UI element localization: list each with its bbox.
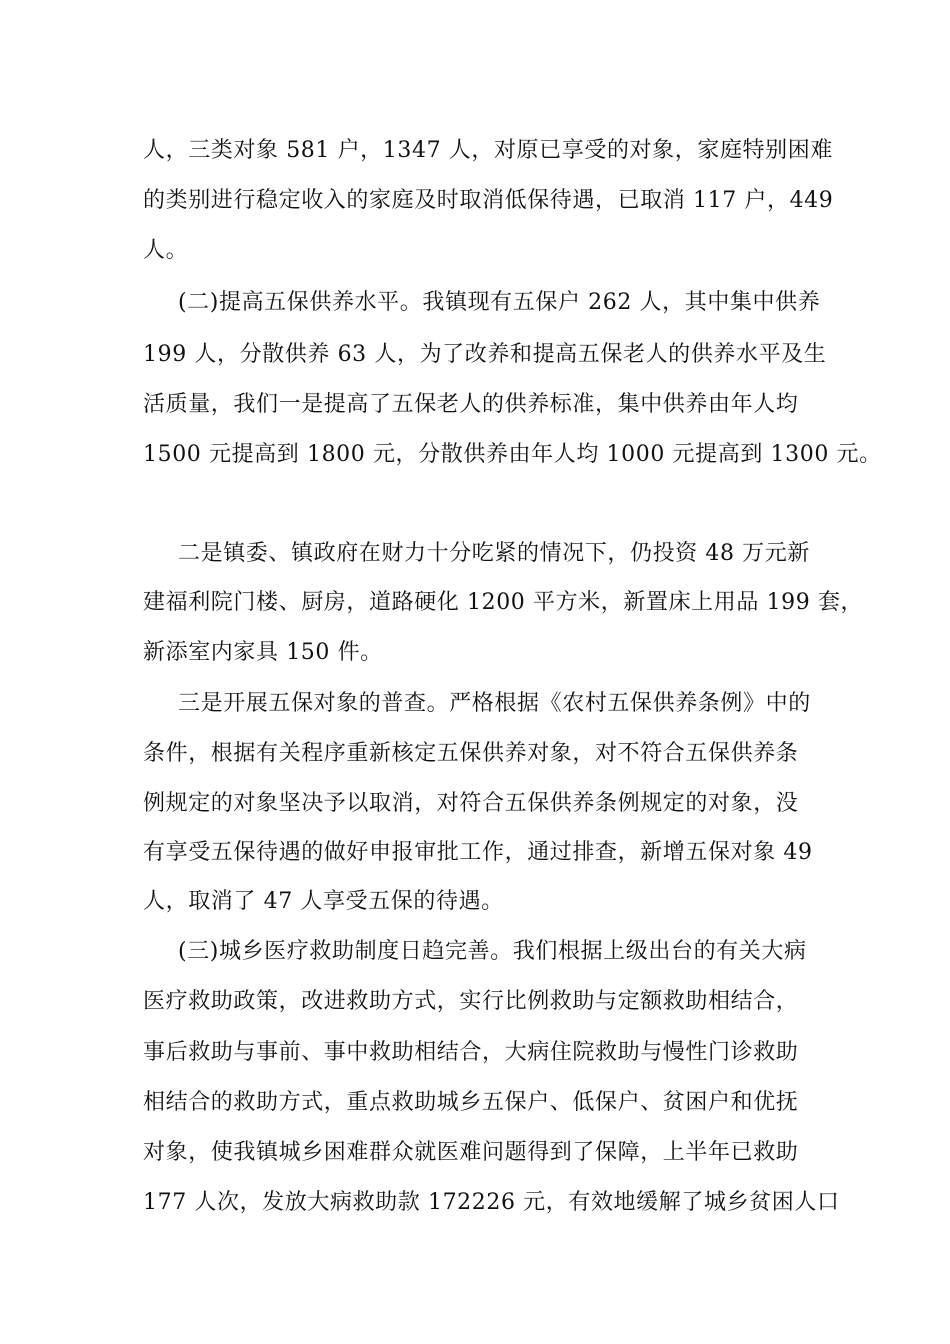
text-line: 事后救助与事前、事中救助相结合，大病住院救助与慢性门诊救助 bbox=[143, 1040, 799, 1065]
text-line: 有享受五保待遇的做好申报审批工作，通过排查，新增五保对象 49 bbox=[143, 840, 813, 865]
text-line: 人，三类对象 581 户，1347 人，对原已享受的对象，家庭特别困难 bbox=[143, 138, 833, 163]
text-line: 例规定的对象坚决予以取消，对符合五保供养条例规定的对象，没 bbox=[143, 791, 799, 816]
text-line: (三)城乡医疗救助制度日趋完善。我们根据上级出台的有关大病 bbox=[178, 939, 807, 964]
text-line: 的类别进行稳定收入的家庭及时取消低保待遇，已取消 117 户，449 bbox=[143, 188, 834, 213]
text-line: (二)提高五保供养水平。我镇现有五保户 262 人，其中集中供养 bbox=[178, 290, 821, 315]
text-line: 人，取消了 47 人享受五保的待遇。 bbox=[143, 889, 504, 914]
text-line: 新添室内家具 150 件。 bbox=[143, 640, 383, 665]
text-line: 相结合的救助方式，重点救助城乡五保户、低保户、贫困户和优抚 bbox=[143, 1090, 799, 1115]
text-line: 条件，根据有关程序重新核定五保供养对象，对不符合五保供养条 bbox=[143, 741, 799, 766]
text-line: 1500 元提高到 1800 元，分散供养由年人均 1000 元提高到 1300 元。 bbox=[143, 442, 882, 467]
text-line: 建福利院门楼、厨房，道路硬化 1200 平方米，新置床上用品 199 套， bbox=[143, 590, 864, 615]
text-line: 三是开展五保对象的普查。严格根据《农村五保供养条例》中的 bbox=[178, 691, 811, 716]
text-line: 对象，使我镇城乡困难群众就医难问题得到了保障，上半年已救助 bbox=[143, 1140, 799, 1165]
text-line: 活质量，我们一是提高了五保老人的供养标准，集中供养由年人均 bbox=[143, 392, 799, 417]
text-line: 177 人次，发放大病救助款 172226 元，有效地缓解了城乡贫困人口 bbox=[143, 1190, 840, 1215]
text-line: 199 人，分散供养 63 人，为了改养和提高五保老人的供养水平及生 bbox=[143, 342, 827, 367]
text-line: 二是镇委、镇政府在财力十分吃紧的情况下，仍投资 48 万元新 bbox=[178, 541, 810, 566]
text-line: 人。 bbox=[143, 238, 189, 263]
text-line: 医疗救助政策，改进救助方式，实行比例救助与定额救助相结合， bbox=[143, 989, 799, 1014]
